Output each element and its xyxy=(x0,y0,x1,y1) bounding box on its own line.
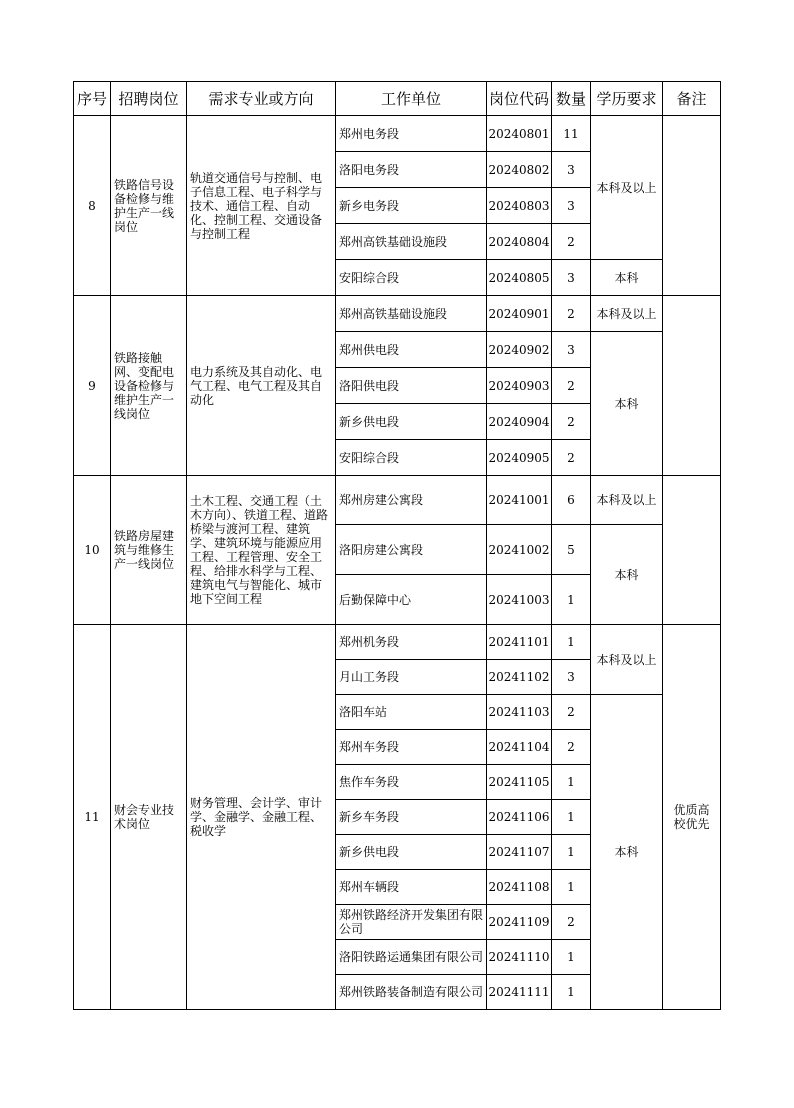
position-cell: 铁路房屋建筑与维修生产一线岗位 xyxy=(111,476,187,625)
code-cell: 20241110 xyxy=(487,940,552,975)
count-cell: 2 xyxy=(552,404,591,440)
unit-cell: 郑州房建公寓段 xyxy=(336,476,487,525)
education-cell: 本科 xyxy=(591,260,663,296)
note-cell xyxy=(663,116,721,296)
code-cell: 20240901 xyxy=(487,296,552,332)
unit-cell: 洛阳房建公寓段 xyxy=(336,525,487,575)
major-cell: 财务管理、会计学、审计学、金融学、金融工程、税收学 xyxy=(187,625,336,1010)
table-row xyxy=(74,296,721,332)
major-cell: 土木工程、交通工程（土木方向）、铁道工程、道路桥梁与渡河工程、建筑学、建筑环境与能源应用工程、工程管理、安全工程、给排水科学与工程、建筑电气与智能化、城市地下空间工程 xyxy=(187,476,336,625)
education-cell: 本科 xyxy=(591,695,663,1010)
education-cell: 本科及以上 xyxy=(591,116,663,260)
header-major: 需求专业或方向 xyxy=(187,82,336,116)
position-cell: 财会专业技术岗位 xyxy=(111,625,187,1010)
seq-cell: 8 xyxy=(74,116,111,296)
education-cell: 本科及以上 xyxy=(591,296,663,332)
count-cell: 1 xyxy=(552,835,591,870)
education-cell: 本科及以上 xyxy=(591,625,663,695)
code-cell: 20240802 xyxy=(487,152,552,188)
unit-cell: 郑州机务段 xyxy=(336,625,487,660)
code-cell: 20241102 xyxy=(487,660,552,695)
unit-cell: 洛阳车站 xyxy=(336,695,487,730)
unit-cell: 郑州供电段 xyxy=(336,332,487,368)
unit-cell: 月山工务段 xyxy=(336,660,487,695)
code-cell: 20240803 xyxy=(487,188,552,224)
unit-cell: 郑州高铁基础设施段 xyxy=(336,224,487,260)
code-cell: 20241002 xyxy=(487,525,552,575)
count-cell: 1 xyxy=(552,575,591,625)
table-row xyxy=(74,476,721,525)
education-cell: 本科及以上 xyxy=(591,476,663,525)
code-cell: 20241108 xyxy=(487,870,552,905)
header-education: 学历要求 xyxy=(591,82,663,116)
unit-cell: 郑州铁路装备制造有限公司 xyxy=(336,975,487,1010)
note-cell xyxy=(663,476,721,625)
header-code: 岗位代码 xyxy=(487,82,552,116)
count-cell: 3 xyxy=(552,152,591,188)
code-cell: 20240905 xyxy=(487,440,552,476)
note-cell: 优质高校优先 xyxy=(663,625,721,1010)
code-cell: 20241107 xyxy=(487,835,552,870)
code-cell: 20240903 xyxy=(487,368,552,404)
count-cell: 3 xyxy=(552,660,591,695)
code-cell: 20241101 xyxy=(487,625,552,660)
education-cell: 本科 xyxy=(591,525,663,625)
code-cell: 20241106 xyxy=(487,800,552,835)
unit-cell: 郑州铁路经济开发集团有限公司 xyxy=(336,905,487,940)
count-cell: 6 xyxy=(552,476,591,525)
code-cell: 20240904 xyxy=(487,404,552,440)
count-cell: 2 xyxy=(552,695,591,730)
header-count: 数量 xyxy=(552,82,591,116)
count-cell: 1 xyxy=(552,975,591,1010)
count-cell: 1 xyxy=(552,765,591,800)
seq-cell: 11 xyxy=(74,625,111,1010)
unit-cell: 焦作车务段 xyxy=(336,765,487,800)
code-cell: 20240902 xyxy=(487,332,552,368)
unit-cell: 安阳综合段 xyxy=(336,260,487,296)
count-cell: 2 xyxy=(552,905,591,940)
count-cell: 5 xyxy=(552,525,591,575)
unit-cell: 郑州电务段 xyxy=(336,116,487,152)
unit-cell: 洛阳供电段 xyxy=(336,368,487,404)
count-cell: 2 xyxy=(552,730,591,765)
unit-cell: 新乡车务段 xyxy=(336,800,487,835)
unit-cell: 新乡供电段 xyxy=(336,404,487,440)
header-seq: 序号 xyxy=(74,82,111,116)
count-cell: 1 xyxy=(552,800,591,835)
code-cell: 20241105 xyxy=(487,765,552,800)
count-cell: 1 xyxy=(552,625,591,660)
unit-cell: 后勤保障中心 xyxy=(336,575,487,625)
code-cell: 20241109 xyxy=(487,905,552,940)
code-cell: 20241104 xyxy=(487,730,552,765)
code-cell: 20241003 xyxy=(487,575,552,625)
code-cell: 20240804 xyxy=(487,224,552,260)
education-cell: 本科 xyxy=(591,332,663,476)
code-cell: 20241001 xyxy=(487,476,552,525)
header-note: 备注 xyxy=(663,82,721,116)
count-cell: 3 xyxy=(552,188,591,224)
position-cell: 铁路信号设备检修与维护生产一线岗位 xyxy=(111,116,187,296)
code-cell: 20241103 xyxy=(487,695,552,730)
count-cell: 2 xyxy=(552,296,591,332)
header-unit: 工作单位 xyxy=(336,82,487,116)
count-cell: 11 xyxy=(552,116,591,152)
unit-cell: 新乡供电段 xyxy=(336,835,487,870)
seq-cell: 9 xyxy=(74,296,111,476)
count-cell: 1 xyxy=(552,940,591,975)
table-row xyxy=(74,116,721,152)
note-cell xyxy=(663,296,721,476)
count-cell: 2 xyxy=(552,368,591,404)
seq-cell: 10 xyxy=(74,476,111,625)
header-position: 招聘岗位 xyxy=(111,82,187,116)
unit-cell: 洛阳铁路运通集团有限公司 xyxy=(336,940,487,975)
header-row xyxy=(74,82,721,116)
count-cell: 2 xyxy=(552,224,591,260)
major-cell: 电力系统及其自动化、电气工程、电气工程及其自动化 xyxy=(187,296,336,476)
table-row xyxy=(74,625,721,660)
recruitment-table xyxy=(73,81,721,1010)
unit-cell: 郑州车务段 xyxy=(336,730,487,765)
unit-cell: 新乡电务段 xyxy=(336,188,487,224)
count-cell: 1 xyxy=(552,870,591,905)
code-cell: 20240805 xyxy=(487,260,552,296)
code-cell: 20241111 xyxy=(487,975,552,1010)
major-cell: 轨道交通信号与控制、电子信息工程、电子科学与技术、通信工程、自动化、控制工程、交通设备与控制工程 xyxy=(187,116,336,296)
position-cell: 铁路接触网、变配电设备检修与维护生产一线岗位 xyxy=(111,296,187,476)
unit-cell: 郑州车辆段 xyxy=(336,870,487,905)
unit-cell: 郑州高铁基础设施段 xyxy=(336,296,487,332)
count-cell: 3 xyxy=(552,260,591,296)
unit-cell: 洛阳电务段 xyxy=(336,152,487,188)
code-cell: 20240801 xyxy=(487,116,552,152)
count-cell: 2 xyxy=(552,440,591,476)
count-cell: 3 xyxy=(552,332,591,368)
unit-cell: 安阳综合段 xyxy=(336,440,487,476)
